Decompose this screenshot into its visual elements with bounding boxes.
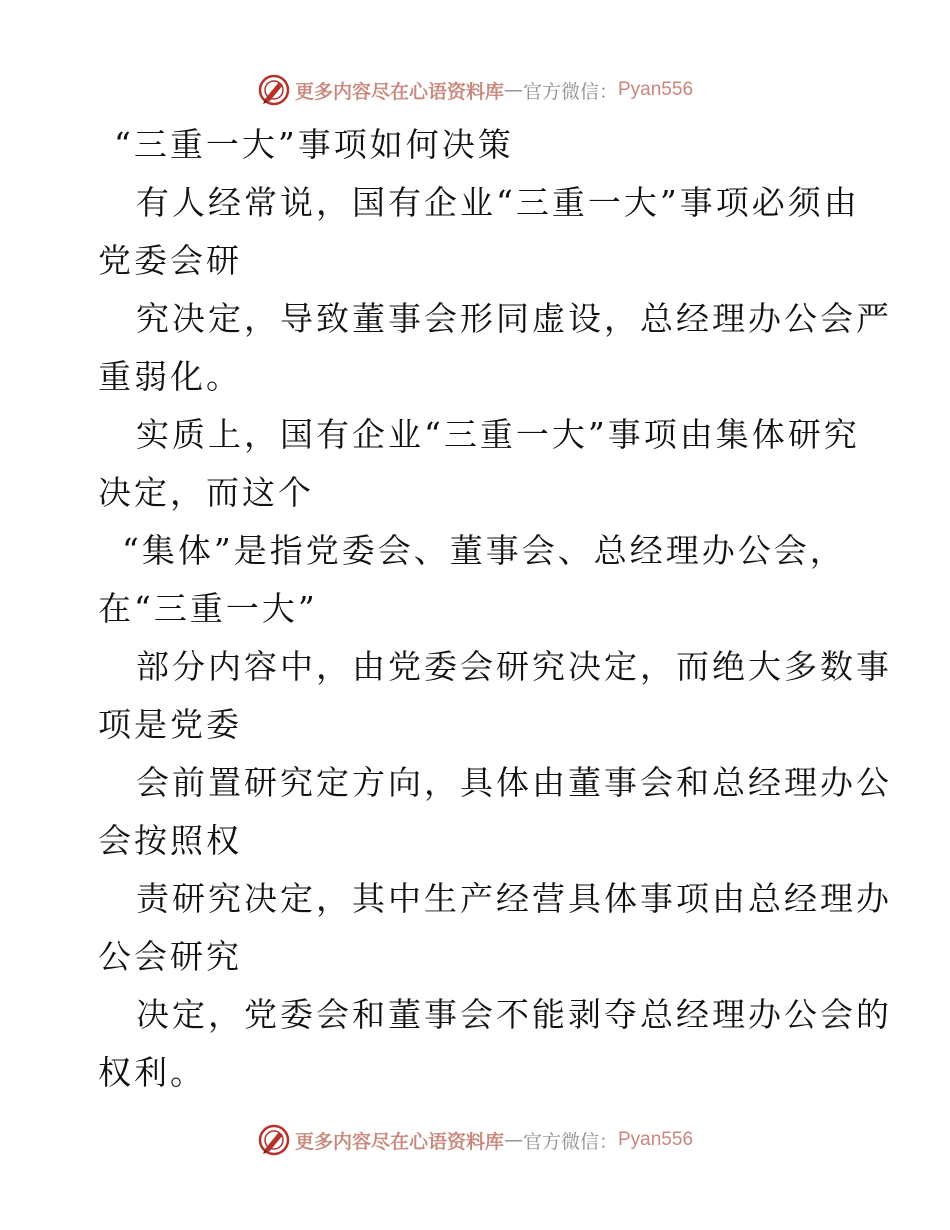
paragraph-line: 责研究决定，其中生产经营具体事项由总经理办 bbox=[136, 879, 892, 918]
document-body bbox=[98, 116, 892, 1102]
paragraph-line: 有人经常说，国有企业“三重一大”事项必须由 bbox=[136, 183, 860, 222]
paragraph-line: 究决定，导致董事会形同虚设，总经理办公会严 bbox=[136, 299, 892, 338]
paragraph-line: 会按照权 bbox=[98, 821, 242, 860]
paragraph-line: 项是党委 bbox=[98, 705, 242, 744]
paragraph-line: 部分内容中，由党委会研究决定，而绝大多数事 bbox=[136, 647, 892, 686]
paragraph-line: 在“三重一大” bbox=[98, 589, 318, 628]
watermark-wechat-id: Pyan556 bbox=[618, 1129, 694, 1150]
watermark-separator: — bbox=[503, 1129, 523, 1151]
paragraph bbox=[98, 290, 892, 406]
watermark-wechat-id: Pyan556 bbox=[618, 79, 694, 100]
paragraph-line: “集体”是指党委会、董事会、总经理办公会， bbox=[122, 531, 846, 570]
header-watermark bbox=[0, 70, 950, 110]
paragraph-line: 权利。 bbox=[98, 1053, 206, 1092]
paragraph-line: 决定，而这个 bbox=[98, 473, 314, 512]
paragraph-line: 重弱化。 bbox=[98, 357, 242, 396]
watermark-separator: — bbox=[503, 79, 523, 101]
paragraph bbox=[98, 522, 858, 638]
watermark-wechat-label: 官方微信： bbox=[522, 80, 618, 103]
paragraph bbox=[98, 174, 858, 290]
paragraph-line: 党委会研 bbox=[98, 241, 242, 280]
pen-logo-icon bbox=[257, 73, 291, 107]
paragraph bbox=[98, 986, 892, 1102]
paragraph-line: 会前置研究定方向，具体由董事会和总经理办公 bbox=[136, 763, 892, 802]
watermark-wechat-label: 官方微信： bbox=[522, 1130, 618, 1153]
watermark-site-text: 更多内容尽在心语资料库 bbox=[294, 1130, 504, 1153]
paragraph bbox=[98, 638, 892, 754]
document-title: “三重一大”事项如何决策 bbox=[114, 125, 514, 164]
paragraph-line: 实质上，国有企业“三重一大”事项由集体研究 bbox=[136, 415, 860, 454]
paragraph-line: 决定，党委会和董事会不能剥夺总经理办公会的 bbox=[136, 995, 892, 1034]
watermark-site-text: 更多内容尽在心语资料库 bbox=[294, 80, 504, 103]
footer-watermark bbox=[0, 1120, 950, 1160]
paragraph-line: 公会研究 bbox=[98, 937, 242, 976]
pen-logo-icon bbox=[257, 1123, 291, 1157]
paragraph bbox=[98, 754, 892, 870]
paragraph bbox=[98, 406, 858, 522]
paragraph bbox=[98, 870, 892, 986]
